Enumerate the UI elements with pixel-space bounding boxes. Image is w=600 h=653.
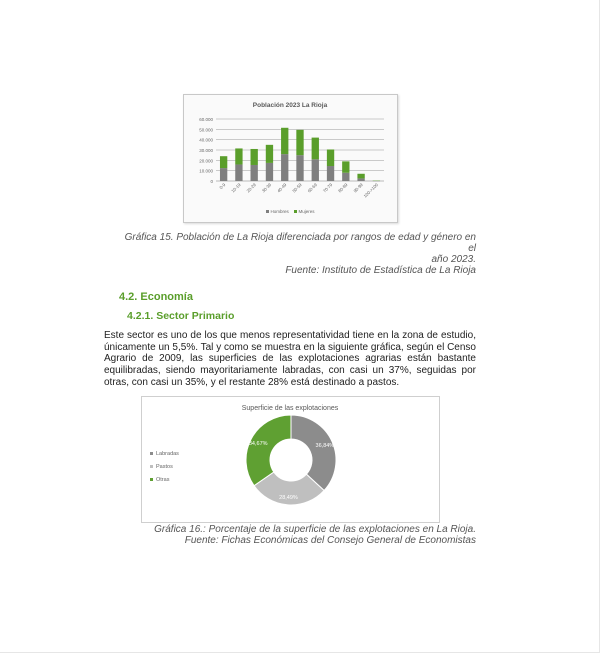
- x-tick-label: 100->100: [362, 182, 380, 199]
- figure-caption-16: [116, 524, 476, 546]
- caption-15-line-1: Gráfica 15. Población de La Rioja diferenciada por rangos de edad y género en el: [124, 232, 476, 254]
- legend-label: Mujeres: [298, 209, 315, 214]
- x-tick-label: 0-9: [218, 182, 227, 191]
- y-tick-label: 0: [210, 179, 213, 184]
- legend-swatch: [294, 210, 297, 213]
- bar-hombres: [296, 155, 303, 181]
- x-tick-label: 70-79: [321, 182, 334, 194]
- bar-mujeres: [281, 128, 288, 154]
- legend-swatch: [266, 210, 269, 213]
- figure-caption-15: [116, 232, 476, 276]
- section-heading: 4.2. Economía: [119, 291, 193, 303]
- x-tick-label: 40-49: [276, 182, 288, 194]
- subsection-heading: 4.2.1. Sector Primario: [127, 310, 235, 322]
- y-tick-label: 60.000: [199, 117, 213, 122]
- slice-label: 36,84%: [315, 443, 335, 450]
- x-tick-label: 30-39: [260, 182, 273, 194]
- population-chart-svg: [184, 95, 397, 222]
- y-tick-label: 20.000: [199, 158, 213, 164]
- x-tick-label: 10-19: [230, 182, 242, 194]
- bar-mujeres: [327, 149, 334, 166]
- legend-swatch: [150, 465, 153, 468]
- bar-hombres: [235, 164, 242, 181]
- bar-hombres: [327, 166, 334, 181]
- x-tick-label: 90-99: [352, 182, 364, 194]
- bar-hombres: [266, 163, 273, 181]
- bar-hombres: [281, 154, 288, 181]
- surface-chart-title: Superficie de las explotaciones: [241, 405, 339, 412]
- bar-hombres: [342, 173, 349, 181]
- y-tick-label: 50.000: [199, 127, 213, 133]
- legend-swatch: [150, 478, 153, 481]
- bar-mujeres: [220, 156, 227, 168]
- slice-labradas: [291, 415, 336, 490]
- legend-label: Pastos: [156, 464, 173, 470]
- bar-mujeres: [357, 174, 364, 179]
- x-tick-label: 20-29: [245, 182, 257, 194]
- bar-mujeres: [312, 138, 319, 160]
- surface-chart: [141, 396, 440, 523]
- slice-otras: [246, 415, 291, 486]
- bar-hombres: [251, 165, 258, 181]
- caption-16-line-1: Gráfica 16.: Porcentaje de la superficie de las explotaciones en La Rioja.: [154, 524, 476, 535]
- bar-hombres: [357, 178, 364, 181]
- legend-label: Otras: [156, 477, 170, 483]
- x-tick-label: 80-89: [337, 182, 349, 194]
- population-chart-title: Población 2023 La Rioja: [252, 102, 328, 109]
- bar-mujeres: [235, 148, 242, 164]
- bar-mujeres: [296, 130, 303, 155]
- bar-mujeres: [251, 149, 258, 165]
- bar-mujeres: [342, 161, 349, 172]
- body-paragraph: Este sector es uno de los que menos representatividad tiene en la zona de estudio, únicamente un 5,5%. Tal y como se muestra en la siguiente gráfica, según el Censo Agrario de 2009, las superficies de las explotaciones agrarias están bastante equilibradas, siendo mayoritariamente labradas, con casi un 37%, seguidas por otras, con casi un 35%, y el restante 28% está destinado a pastos.: [104, 330, 476, 388]
- x-tick-label: 60-69: [306, 182, 318, 194]
- caption-15-line-2: año 2023.: [431, 254, 476, 265]
- y-tick-label: 40.000: [199, 137, 213, 143]
- y-tick-label: 30.000: [199, 148, 213, 153]
- slice-label: 28,49%: [279, 494, 298, 501]
- population-chart: [183, 94, 398, 223]
- bar-mujeres: [266, 145, 273, 163]
- bar-hombres: [220, 168, 227, 181]
- caption-16-source: Fuente: Fichas Económicas del Consejo General de Economistas: [184, 535, 476, 546]
- surface-chart-svg: [142, 397, 439, 522]
- legend-swatch: [150, 452, 153, 455]
- bar-hombres: [312, 159, 319, 181]
- y-tick-label: 10.000: [199, 168, 213, 174]
- slice-label: 34,67%: [248, 440, 268, 447]
- legend-label: Labradas: [156, 451, 179, 457]
- x-tick-label: 50-59: [291, 182, 303, 194]
- caption-15-source: Fuente: Instituto de Estadística de La Rioja: [285, 265, 476, 276]
- legend-label: Hombres: [270, 209, 289, 214]
